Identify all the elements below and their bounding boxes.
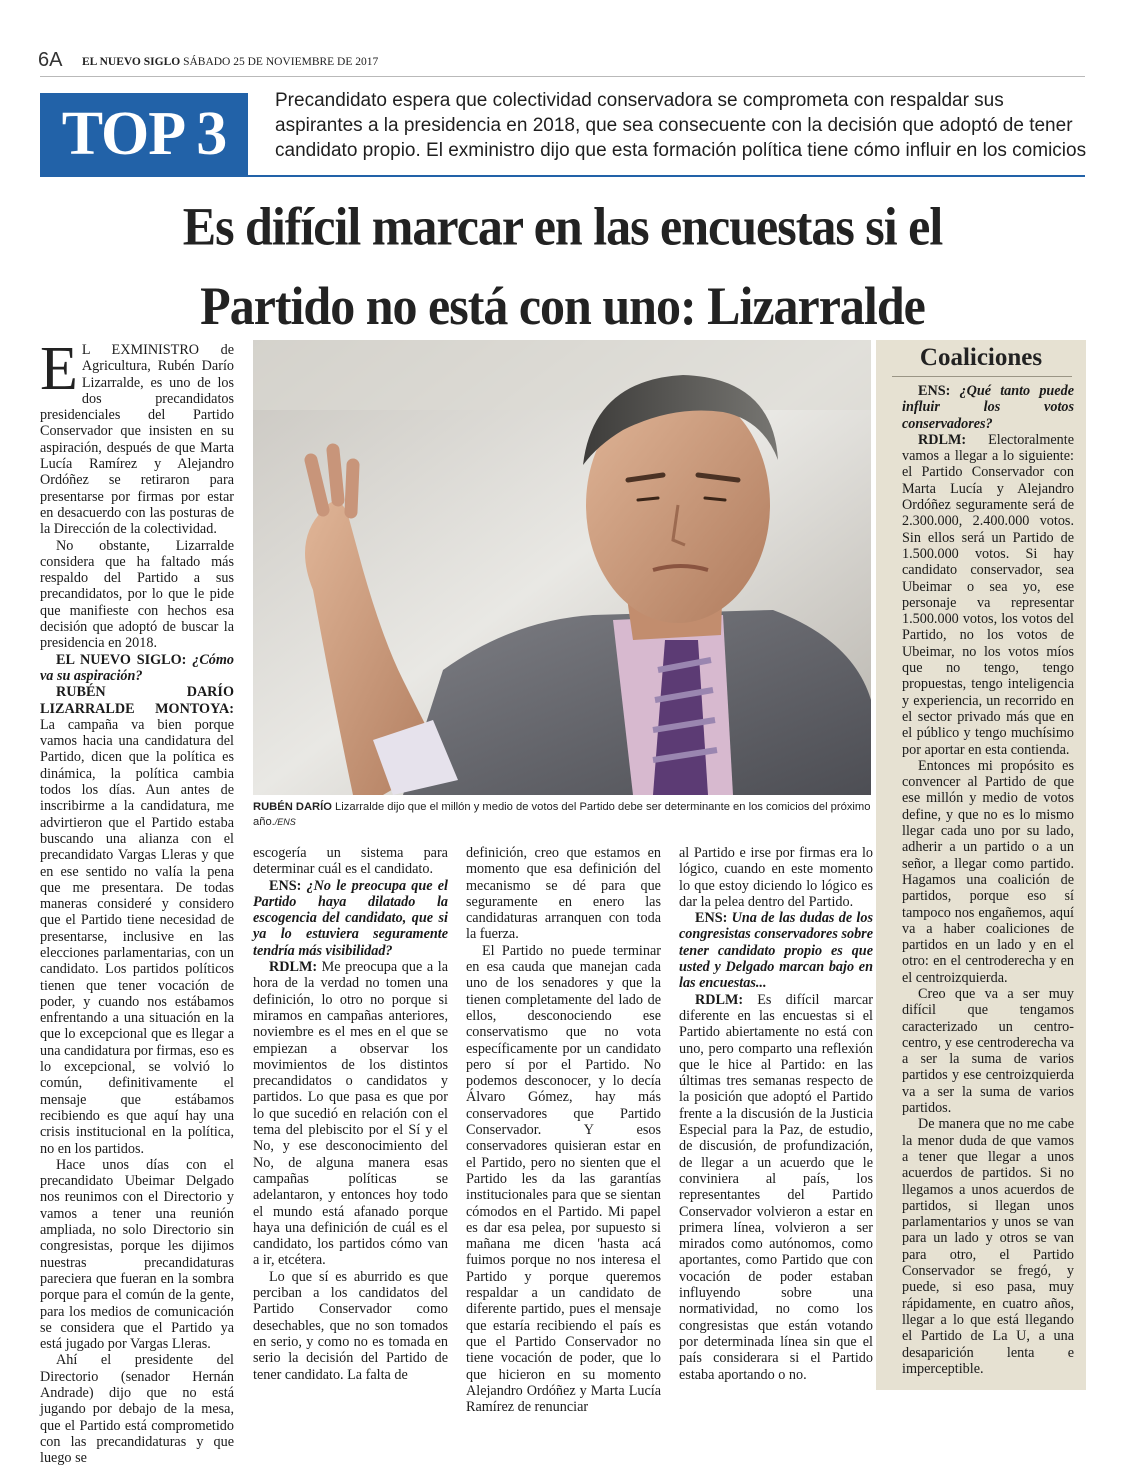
paragraph: definición, creo que estamos en momento que esa definición del mecanismo se dé para que seguramente en enero las candidaturas arranquen con toda la fuerza. <box>466 845 661 943</box>
issue-date: SÁBADO 25 DE NOVIEMBRE DE 2017 <box>183 56 379 68</box>
question: ENS: ¿Qué tanto puede influir los votos conservadores? <box>902 383 1074 432</box>
paragraph: El Partido no puede terminar en esa cauda que manejan cada uno de los senadores y que la tienen completamente del lado de ellos, desconociendo ese conservatismo que no vota específicamente por un candidato pero sí por el Partido. No podemos desconocer, y lo decía Álvaro Gómez, hay más conservadores que Partido Conservador. Y esos conservadores quisieran estar en el Partido, pero no sienten que el Partido les da las garantías institucionales para que se sientan cómodos en el Partido. Mi papel es dar esa pelea, por supuesto si mañana me dicen 'hasta acá fuimos porque no nos interesa el Partido y porque queremos respaldar a un candidato de diferente partido, pues el mensaje que estaría recibiendo el país es que el Partido Conservador no tiene vocación de poder, que lo que hicieron en su momento Alejandro Ordóñez y Marta Lucía Ramírez de renunciar <box>466 942 661 1416</box>
page-number: 6A <box>38 49 63 71</box>
article-headline <box>40 186 1085 346</box>
photo-caption: RUBÉN DARÍO Lizarralde dijo que el millón y medio de votos del Partido debe ser determinante en los comicios del próximo año./ENS <box>253 801 871 828</box>
newspaper-name: EL NUEVO SIGLO <box>82 56 181 68</box>
header-divider <box>40 76 1085 77</box>
portrait-photo <box>253 340 871 795</box>
drop-cap: E <box>40 335 78 403</box>
paragraph: No obstante, Lizarralde considera que ha faltado más respaldo del Partido a sus precandidatos, por lo que le pide que manifieste con hechos esa decisión que adoptó de buscar la presidencia en 2018. <box>40 537 234 652</box>
lead-paragraph: E L EXMINISTRO de Agricultura, Rubén Darío Lizarralde, es uno de los dos precandidatos presidenciales del Partido Conservador que insisten en su aspiración, después de que Marta Lucía Ramírez y Alejandro Ordóñez se retiraron para presentarse por firmas por estar en desacuerdo con las posturas de la Dirección de la colectividad. <box>40 335 234 538</box>
paragraph: De manera que no me cabe la menor duda de que vamos a tener que llegar a unos acuerdos de partidos. Si no llegamos a unos acuerdos de partidos, si llegan unos parlamentarios y unos se van para un lado y otros se van para otro, el Partido Conservador se fregó, y puede, si eso pasa, muy rápidamente, en cuatro años, llegar a lo que está llegando el Partido de La U, a una desaparición lenta e imperceptible. <box>902 1116 1074 1377</box>
masthead <box>82 56 378 68</box>
question: ENS: Una de las dudas de los congresistas conservadores sobre tener candidato propio es que usted y Delgado marcan bajo en las encuestas... <box>679 910 873 992</box>
paragraph: Ahí el presidente del Directorio (senador Hernán Andrade) dijo que no está jugando por debajo de la mesa, que el Partido está comprometido con las precandidaturas y que luego se <box>40 1352 234 1466</box>
answer: RDLM: Electoralmente vamos a llegar a lo siguiente: el Partido Conservador con Marta Lucía y Alejandro Ordóñez seguramente será de 2.300.000, 2.400.000 votos. Sin ellos será un Partido de 1.500.000 votos. Si hay candidato conservador, sea Ubeimar o sea yo, ese personaje va representar 1.500.000 votos, los votos del Partido, no los votos de Ubeimar, no los votos míos que no tengo, tengo propuestas, tengo inteligencia y experiencia, un recorrido en el sector privado más que en el público y tengo muchísimo por aportar en esta contienda. <box>902 431 1074 758</box>
photo-credit: /ENS <box>274 817 296 827</box>
article-column-3 <box>466 845 661 1415</box>
article-column-1 <box>40 335 235 1466</box>
paragraph: Hace unos días con el precandidato Ubeimar Delgado nos reunimos con el Directorio y vamos a tener una reunión ampliada, no solo Directorio sin congresistas, porque les dijimos nuestras precandidaturas pareciera que fueran en la sombra porque para el común de la gente, para los medios de comunicación se considera que el Partido ya está jugado por Vargas Lleras. <box>40 1156 234 1353</box>
banner-divider <box>40 175 1085 177</box>
sidebar-title: Coaliciones <box>919 344 1043 371</box>
headline-line-2: Partido no está con uno: Lizarralde <box>200 275 925 337</box>
article-deck: Precandidato espera que colectividad conservadora se comprometa con respaldar sus aspirantes a la presidencia en 2018, que sea consecuente con la decisión que adoptó de tener candidato propio. El exministro dijo que esta formación política tiene cómo influir en los comicios <box>275 90 1087 161</box>
paragraph: Lo que sí es aburrido es que perciban a los candidatos del Partido Conservador como desechables, que no son tomados en serio, y como no es tomada en serio la decisión del Partido de tener candidato. La falta de <box>253 1268 448 1383</box>
headline-line-1: Es difícil marcar en las encuestas si el <box>182 195 943 257</box>
paragraph: escogería un sistema para determinar cuál es el candidato. <box>253 845 448 878</box>
paragraph: Creo que va a ser muy difícil que tengamos caracterizado un centro-centro, y ese centroderecha va a ser la suma de varios partidos y ese centroizquierda va a ser la suma de varios partidos. <box>902 985 1074 1117</box>
article-column-2 <box>253 845 448 1383</box>
photo-illustration <box>253 340 871 795</box>
question: EL NUEVO SIGLO: ¿Cómo va su aspiración? <box>40 651 235 684</box>
sidebar-text <box>902 383 1074 1377</box>
article-column-4 <box>679 845 873 1383</box>
paragraph: al Partido e irse por firmas era lo lógico, cuando en este momento lo que estoy diciendo lo lógico es dar la pelea dentro del Partido. <box>679 845 873 910</box>
section-badge: TOP 3 <box>40 93 248 175</box>
answer: RDLM: Es difícil marcar diferente en las encuestas si el Partido abiertamente no está con uno, pero comparto una reflexión que le hice al Partido: en las últimas tres semanas respecto de la posición que adoptó el Partido frente a la discusión de la Justicia Especial para la Paz, de estudio, de discusión, de profundización, de llegar a un acuerdo que le conviniera al país, los representantes del Partido Conservador volvieron a estar en primera línea, volvieron a ser mirados como autónomos, como aportantes, como Partido que con vocación de poder estaban influyendo sobre una normatividad, no como los congresistas que están votando por determinada línea sin que el país considerara si el Partido estaba aportando o no. <box>679 991 873 1383</box>
answer: RDLM: Me preocupa que a la hora de la verdad no tomen una definición, lo otro no porque si miramos en campañas anteriores, noviembre es el mes en el que se empiezan a observar los movimientos de los distintos precandidatos o candidatos y partidos. Lo que pasa es que por lo que sucedió en relación con el tema del plebiscito por el Sí y el No, y ese desconocimiento del No, de alguna manera esas campañas políticas se adelantaron, y entonces hoy todo el mundo está afanado porque haya una definición de cuál es el candidato, los partidos cómo van a ir, etcétera. <box>253 959 448 1269</box>
sidebar-divider <box>892 376 1072 377</box>
question: ENS: ¿No le preocupa que el Partido haya dilatado la escogencia del candidato, que si ya lo estuviera seguramente tendría más visibilidad? <box>253 877 448 959</box>
answer: RUBÉN DARÍO LIZARRALDE MONTOYA: La campaña va bien porque vamos hacia una candidatura del Partido, dicen que la política es dinámica, la política cambia todos los días. Aun antes de inscribirme a la candidatura, me advirtieron que el Partido estaba buscando una alianza con el precandidato Vargas Lleras y que en ese sentido no valía la pena que me presentara. De todas maneras consideré y considero que el Partido tiene necesidad de presentarse, inclusive en las elecciones parlamentarias, con un candidato. Los partidos políticos tienen que tener vocación de poder, y cuando nos estábamos enfrentando a una situación en la que lo excepcional que es llegar a una candidatura por firmas, eso es lo excepcional, se volvió lo común, definitivamente el mensaje que estábamos recibiendo es que aquí hay una crisis institucional en la política, no en los partidos. <box>40 684 234 1157</box>
paragraph: Entonces mi propósito es convencer al Partido de que ese millón y medio de votos define, y que no es lo mismo llegar cada uno por su lado, adherir a un partido o a un señor, a llegar como partido. Hagamos una coalición de partidos, porque eso sí tampoco nos engañemos, aquí va a haber coaliciones de partidos en un lado y en el otro: en el centroderecha y en el centroizquierda. <box>902 757 1074 986</box>
